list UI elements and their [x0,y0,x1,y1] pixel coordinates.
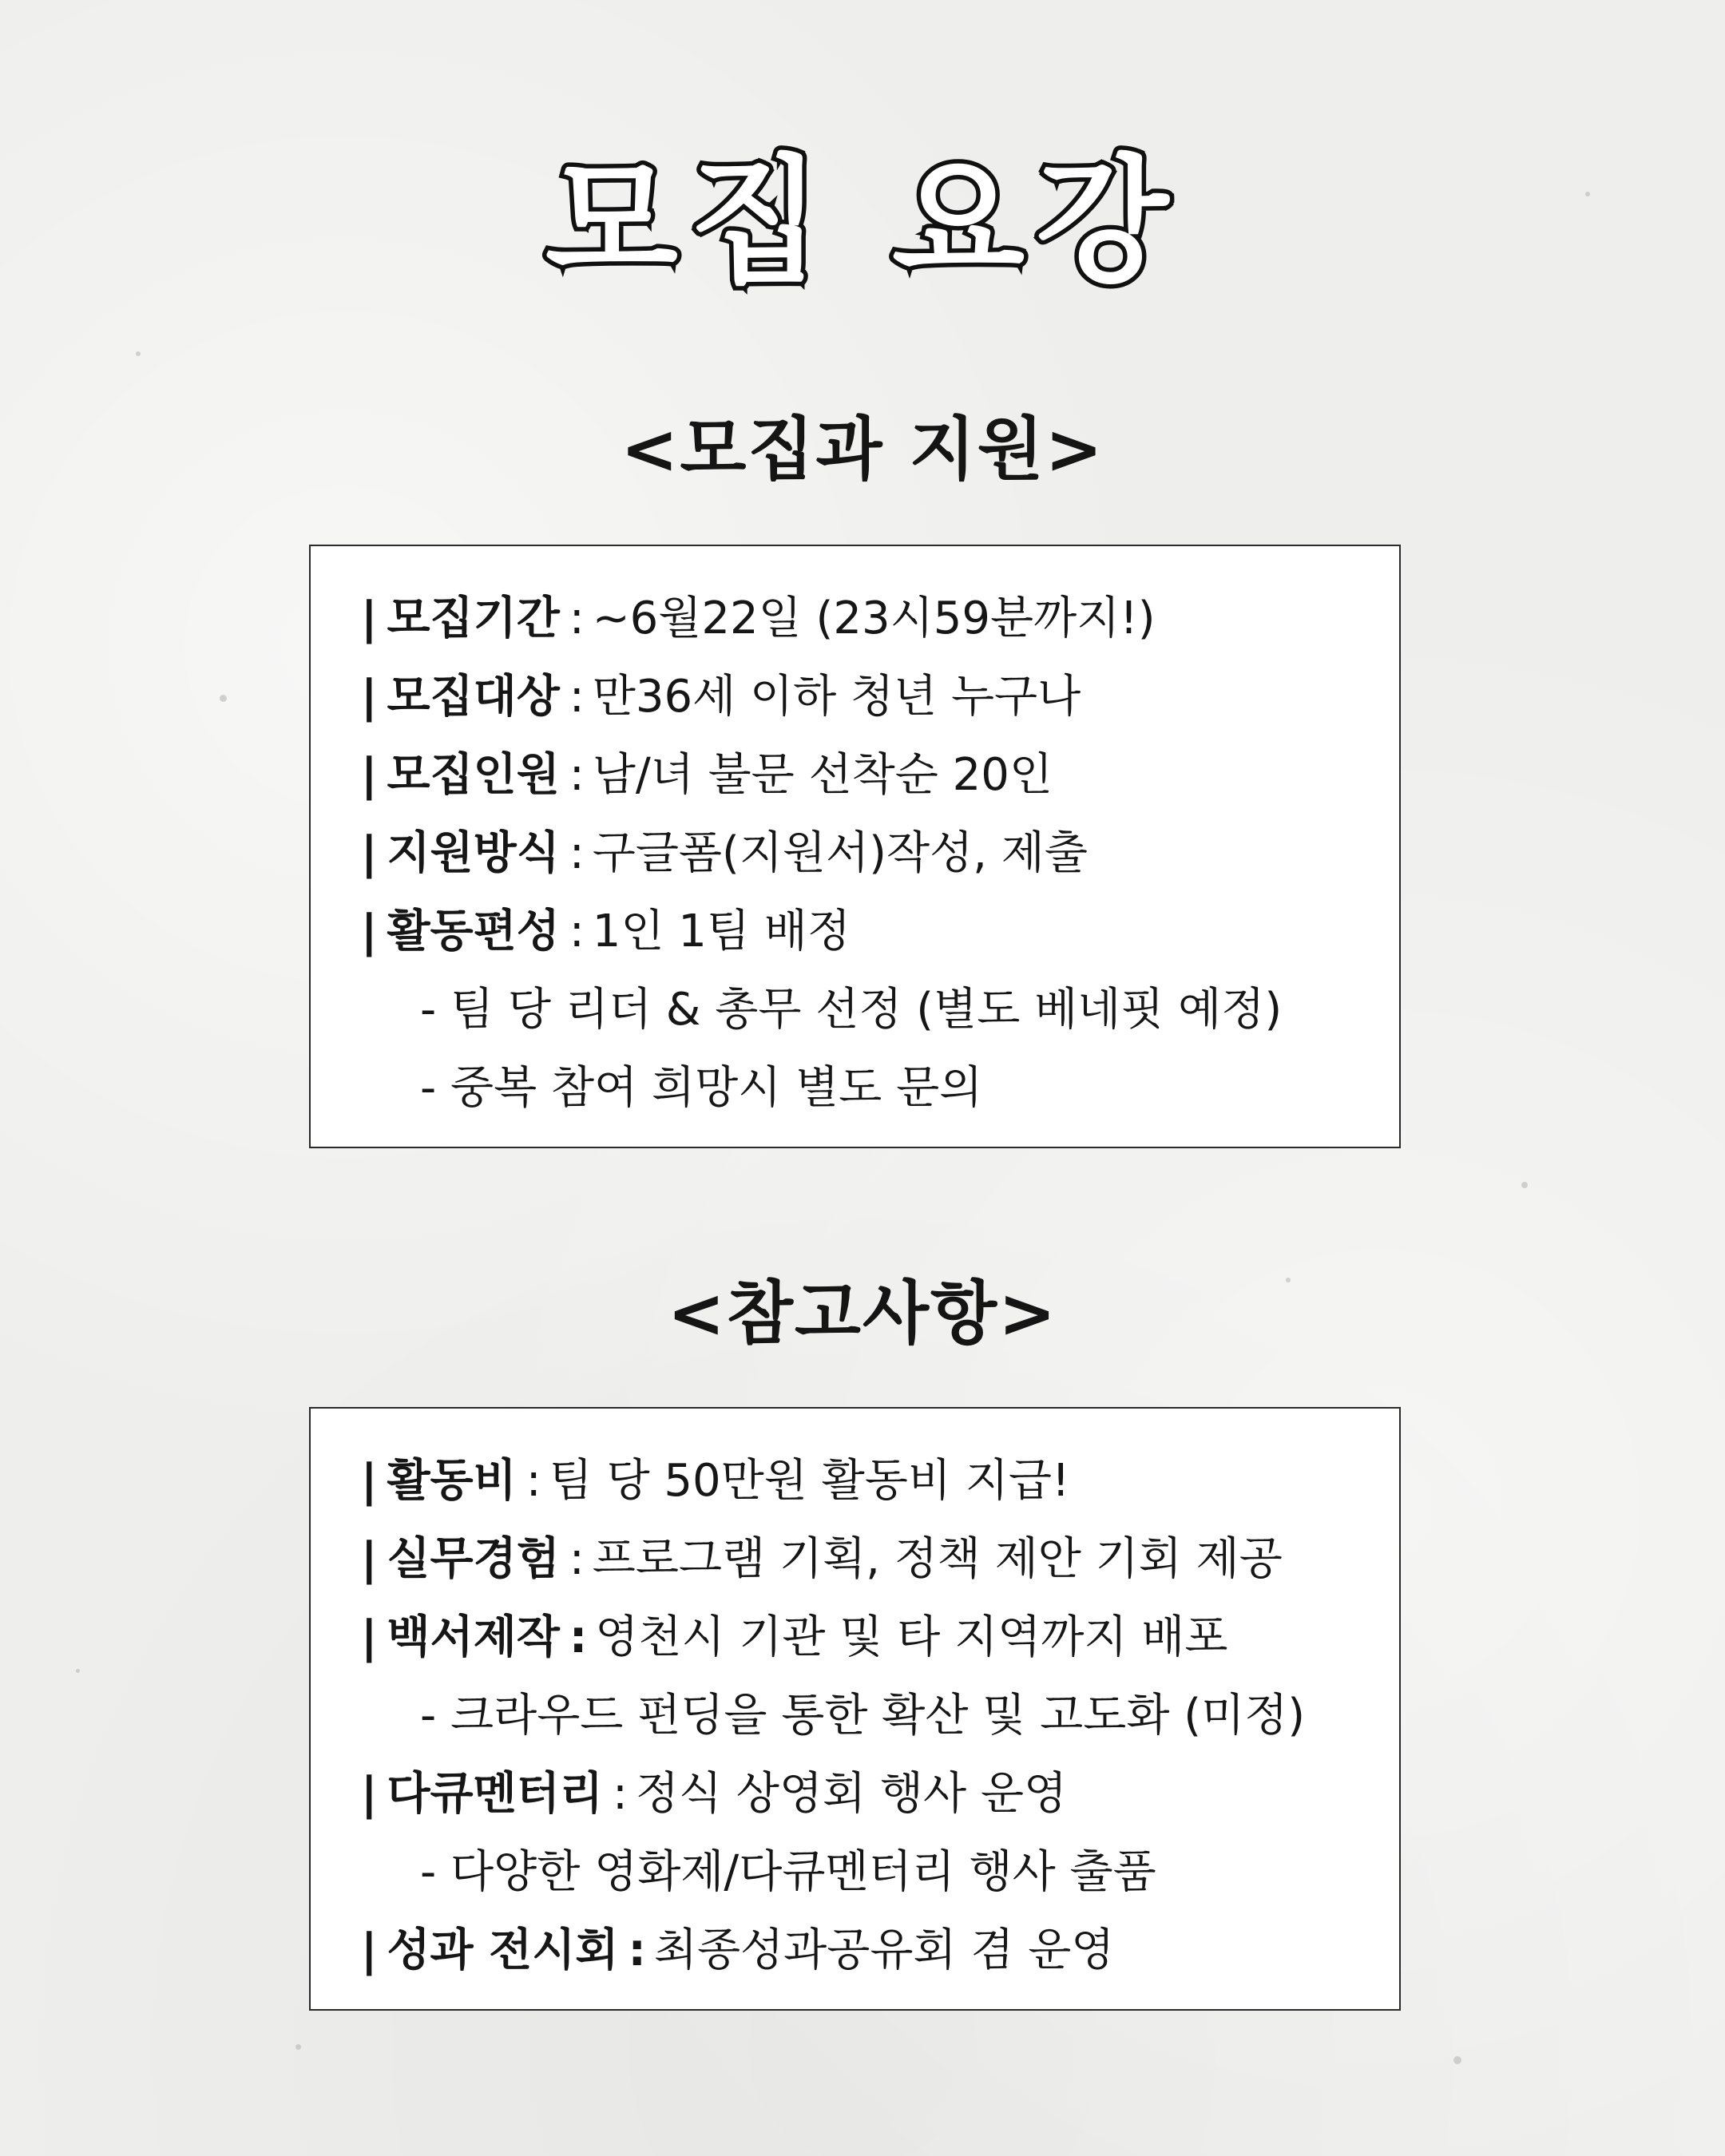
info-key: 모집인원 [387,749,560,801]
info-row: | 모집인원 : 남/녀 불문 선착순 20인 [361,749,1053,801]
info-value: 구글폼(지원서)작성, 제출 [592,827,1088,879]
info-value: 프로그램 기획, 정책 제안 기회 제공 [592,1533,1283,1585]
info-key: 활동비 [387,1455,517,1507]
recruitment-info-box [309,545,1401,1148]
info-key: 모집대상 [387,671,560,723]
paper-speck [220,695,227,702]
info-row: | 모집기간 : ~6월22일 (23시59분까지!) [361,593,1156,644]
info-row: | 활동비 : 팀 당 50만원 활동비 지급! [361,1455,1070,1507]
info-value: 팀 당 50만원 활동비 지급! [549,1455,1070,1507]
info-subrow: - 중복 참여 희망시 별도 문의 [420,1062,983,1114]
info-subrow: - 팀 당 리더 & 총무 선정 (별도 베네핏 예정) [420,984,1283,1036]
info-value: ~6월22일 (23시59분까지!) [592,593,1156,644]
info-key: 성과 전시회 [387,1924,619,1976]
info-value: 최종성과공유회 겸 운영 [653,1924,1115,1976]
info-subrow: - 크라우드 펀딩을 통한 확산 및 고도화 (미정) [420,1690,1306,1742]
info-key: 실무경험 [387,1533,560,1585]
paper-speck [136,351,141,356]
paper-speck [295,2044,301,2050]
info-row: | 성과 전시회 : 최종성과공유회 겸 운영 [361,1924,1115,1976]
info-key: 백서제작 [387,1611,560,1663]
info-row: | 모집대상 : 만36세 이하 청년 누구나 [361,671,1081,723]
info-key: 활동편성 [387,906,560,957]
paper-speck [1453,2056,1461,2064]
section-heading-recruitment: <모집과 지원> [621,410,1104,489]
info-value: 1인 1팀 배정 [592,906,851,957]
info-row: | 지원방식 : 구글폼(지원서)작성, 제출 [361,827,1088,879]
info-key: 다큐멘터리 [387,1768,603,1820]
page-title: 모집 요강 [545,141,1180,302]
info-value: 정식 상영회 행사 운영 [635,1768,1068,1820]
info-value: 남/녀 불문 선착순 20인 [592,749,1053,801]
info-row: | 실무경험 : 프로그램 기획, 정책 제안 기회 제공 [361,1533,1283,1585]
section-heading-text: 모집과 지원 [680,410,1045,489]
section-heading-text: 참고사항 [726,1274,999,1353]
info-subrow: - 다양한 영화제/다큐멘터리 행사 출품 [420,1846,1156,1898]
section-heading-notes: <참고사항> [667,1274,1058,1353]
info-row: | 활동편성 : 1인 1팀 배정 [361,906,851,957]
notes-info-box [309,1407,1401,2011]
info-value: 영천시 기관 및 타 지역까지 배포 [595,1611,1228,1663]
info-row: | 다큐멘터리 : 정식 상영회 행사 운영 [361,1768,1068,1820]
info-key: 지원방식 [387,827,560,879]
paper-speck [1521,1182,1528,1188]
info-key: 모집기간 [387,593,560,644]
info-row: | 백서제작 : 영천시 기관 및 타 지역까지 배포 [361,1611,1228,1663]
paper-speck [76,1669,80,1673]
info-value: 만36세 이하 청년 누구나 [592,671,1081,723]
